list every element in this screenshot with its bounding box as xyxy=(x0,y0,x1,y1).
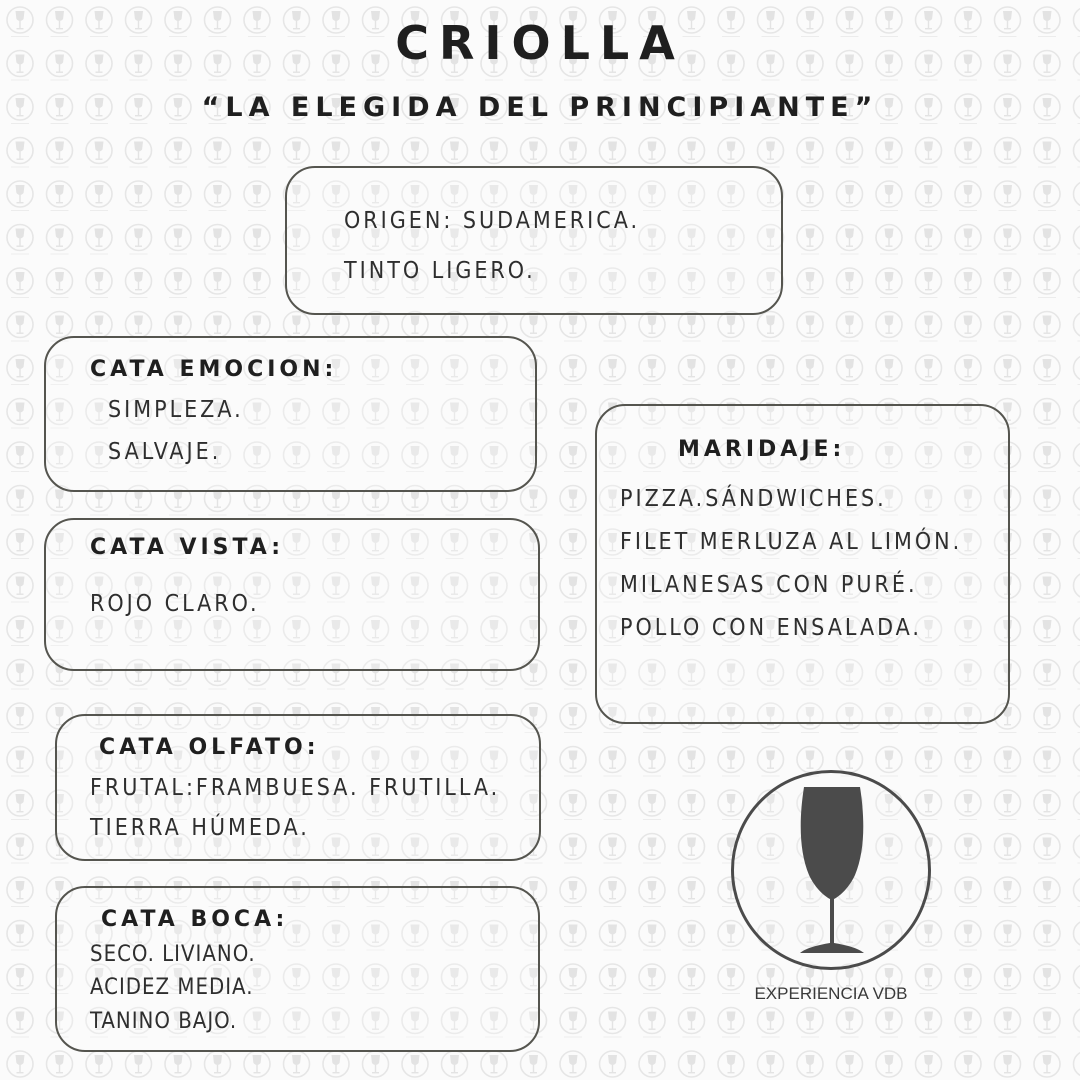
cata-emocion-heading: CATA EMOCION: xyxy=(90,357,338,382)
cata-boca-item: ACIDEZ MEDIA. xyxy=(90,975,254,1000)
cata-emocion-item: SALVAJE. xyxy=(108,439,222,465)
cata-boca-card xyxy=(55,886,540,1052)
cata-olfato-card xyxy=(55,714,541,861)
maridaje-heading: MARIDAJE: xyxy=(678,437,846,462)
style-line: TINTO LIGERO. xyxy=(344,258,536,284)
logo-caption: EXPERIENCIA VDB xyxy=(754,984,908,1003)
wine-subtitle: “LA ELEGIDA DEL PRINCIPIANTE” xyxy=(201,92,879,123)
maridaje-item: POLLO CON ENSALADA. xyxy=(620,615,922,641)
cata-vista-item: ROJO CLARO. xyxy=(90,591,260,617)
cata-emocion-item: SIMPLEZA. xyxy=(108,397,244,423)
cata-olfato-heading: CATA OLFATO: xyxy=(99,735,320,760)
maridaje-card xyxy=(595,404,1010,724)
wine-glass-icon xyxy=(734,773,928,967)
cata-boca-item: TANINO BAJO. xyxy=(90,1009,238,1034)
cata-olfato-item: FRUTAL:FRAMBUESA. FRUTILLA. xyxy=(90,775,501,801)
cata-emocion-card xyxy=(44,336,537,492)
origin-card xyxy=(285,166,783,315)
experiencia-vdb-logo xyxy=(731,770,931,970)
cata-boca-heading: CATA BOCA: xyxy=(101,907,289,932)
cata-vista-card xyxy=(44,518,540,671)
cata-boca-item: SECO. LIVIANO. xyxy=(90,942,256,967)
maridaje-item: PIZZA.SÁNDWICHES. xyxy=(620,486,887,512)
wine-title: CRIOLLA xyxy=(395,16,685,70)
cata-olfato-item: TIERRA HÚMEDA. xyxy=(90,815,310,841)
origin-line: ORIGEN: SUDAMERICA. xyxy=(344,208,641,234)
maridaje-item: FILET MERLUZA AL LIMÓN. xyxy=(620,529,963,555)
cata-vista-heading: CATA VISTA: xyxy=(90,535,285,560)
maridaje-item: MILANESAS CON PURÉ. xyxy=(620,572,918,598)
